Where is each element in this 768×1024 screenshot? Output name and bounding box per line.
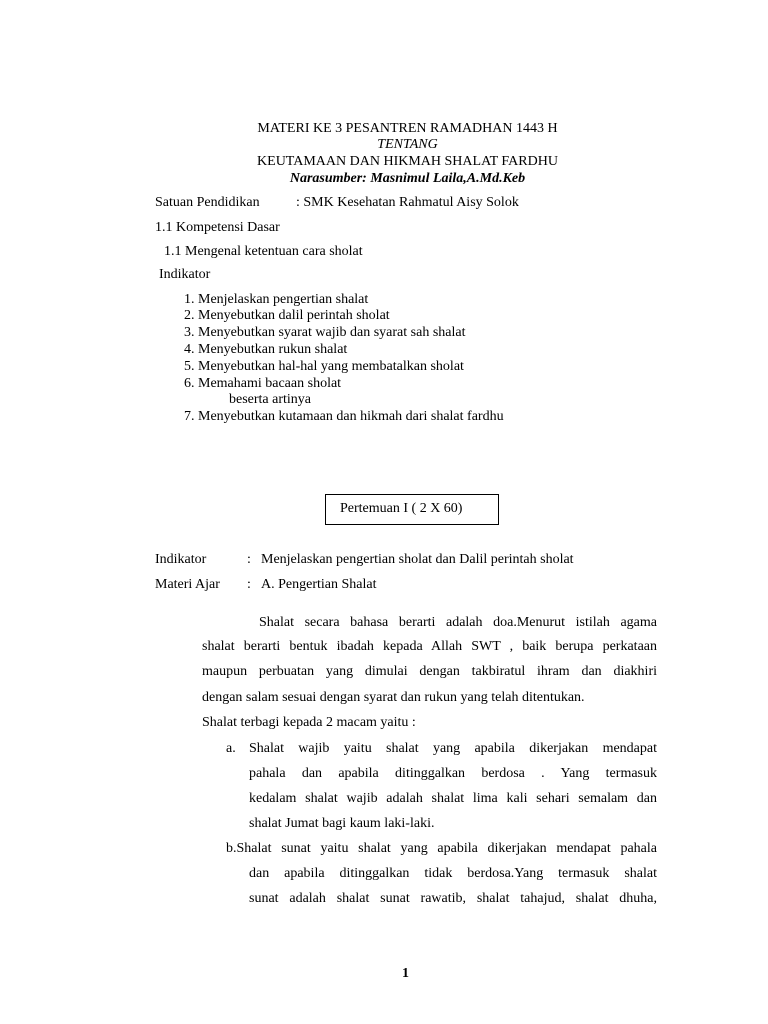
list-item-a-line: kedalam shalat wajib adalah shalat lima kali sehari semalam dan <box>249 791 657 806</box>
indikator-row-label: Indikator <box>155 552 207 567</box>
materi-row-value: A. Pengertian Shalat <box>261 577 377 592</box>
list-item-b-line: dan apabila ditinggalkan tidak berdosa.Yang termasuk shalat <box>249 866 657 881</box>
indikator-row-colon: : <box>247 552 251 567</box>
materi-row-colon: : <box>247 577 251 592</box>
indikator-item: 7. Menyebutkan kutamaan dan hikmah dari shalat fardhu <box>184 409 504 424</box>
satuan-value: : SMK Kesehatan Rahmatul Aisy Solok <box>296 195 519 210</box>
body-paragraph-line: maupun perbuatan yang dimulai dengan takbiratul ihram dan diakhiri <box>202 664 657 679</box>
list-item-b-line: sunat adalah shalat sunat rawatib, shalat tahajud, shalat dhuha, <box>249 891 657 906</box>
document-title: MATERI KE 3 PESANTREN RAMADHAN 1443 H <box>257 121 558 136</box>
indikator-item: 4. Menyebutkan rukun shalat <box>184 342 348 357</box>
indikator-item: 1. Menjelaskan pengertian shalat <box>184 292 369 307</box>
kompetensi-item: 1.1 Mengenal ketentuan cara sholat <box>164 244 363 259</box>
list-item-b-line: b.Shalat sunat yaitu shalat yang apabila dikerjakan mendapat pahala <box>226 841 657 856</box>
pertemuan-box <box>325 494 499 525</box>
body-paragraph-line: dengan salam sesuai dengan syarat dan rukun yang telah ditentukan. <box>202 690 585 705</box>
body-paragraph-line: Shalat secara bahasa berarti adalah doa.Menurut istilah agama <box>259 615 657 630</box>
list-item-a-line: pahala dan apabila ditinggalkan berdosa . Yang termasuk <box>249 766 657 781</box>
indikator-heading: Indikator <box>159 267 211 282</box>
pertemuan-label: Pertemuan I ( 2 X 60) <box>340 501 463 516</box>
indikator-item: 2. Menyebutkan dalil perintah sholat <box>184 308 390 323</box>
indikator-item: 6. Memahami bacaan sholat <box>184 376 342 391</box>
list-item-a-line: Shalat wajib yaitu shalat yang apabila dikerjakan mendapat <box>249 741 657 756</box>
list-item-a-line: shalat Jumat bagi kaum laki-laki. <box>249 816 435 831</box>
indikator-item: 5. Menyebutkan hal-hal yang membatalkan sholat <box>184 359 464 374</box>
indikator-item: 3. Menyebutkan syarat wajib dan syarat sah shalat <box>184 325 466 340</box>
document-subtitle: TENTANG <box>377 137 438 152</box>
body-paragraph-line: shalat berarti bentuk ibadah kepada Allah SWT , baik berupa perkataan <box>202 639 657 654</box>
indikator-item-continuation: beserta artinya <box>229 392 312 407</box>
document-topic: KEUTAMAAN DAN HIKMAH SHALAT FARDHU <box>257 154 558 169</box>
speaker-name: Narasumber: Masnimul Laila,A.Md.Keb <box>289 171 526 186</box>
body-paragraph: Shalat terbagi kepada 2 macam yaitu : <box>202 715 416 730</box>
kompetensi-heading: 1.1 Kompetensi Dasar <box>155 220 280 235</box>
materi-row-label: Materi Ajar <box>155 577 220 592</box>
page-number: 1 <box>402 966 409 981</box>
satuan-label: Satuan Pendidikan <box>155 195 260 210</box>
indikator-row-value: Menjelaskan pengertian sholat dan Dalil perintah sholat <box>261 552 574 567</box>
list-marker-a: a. <box>226 741 236 756</box>
